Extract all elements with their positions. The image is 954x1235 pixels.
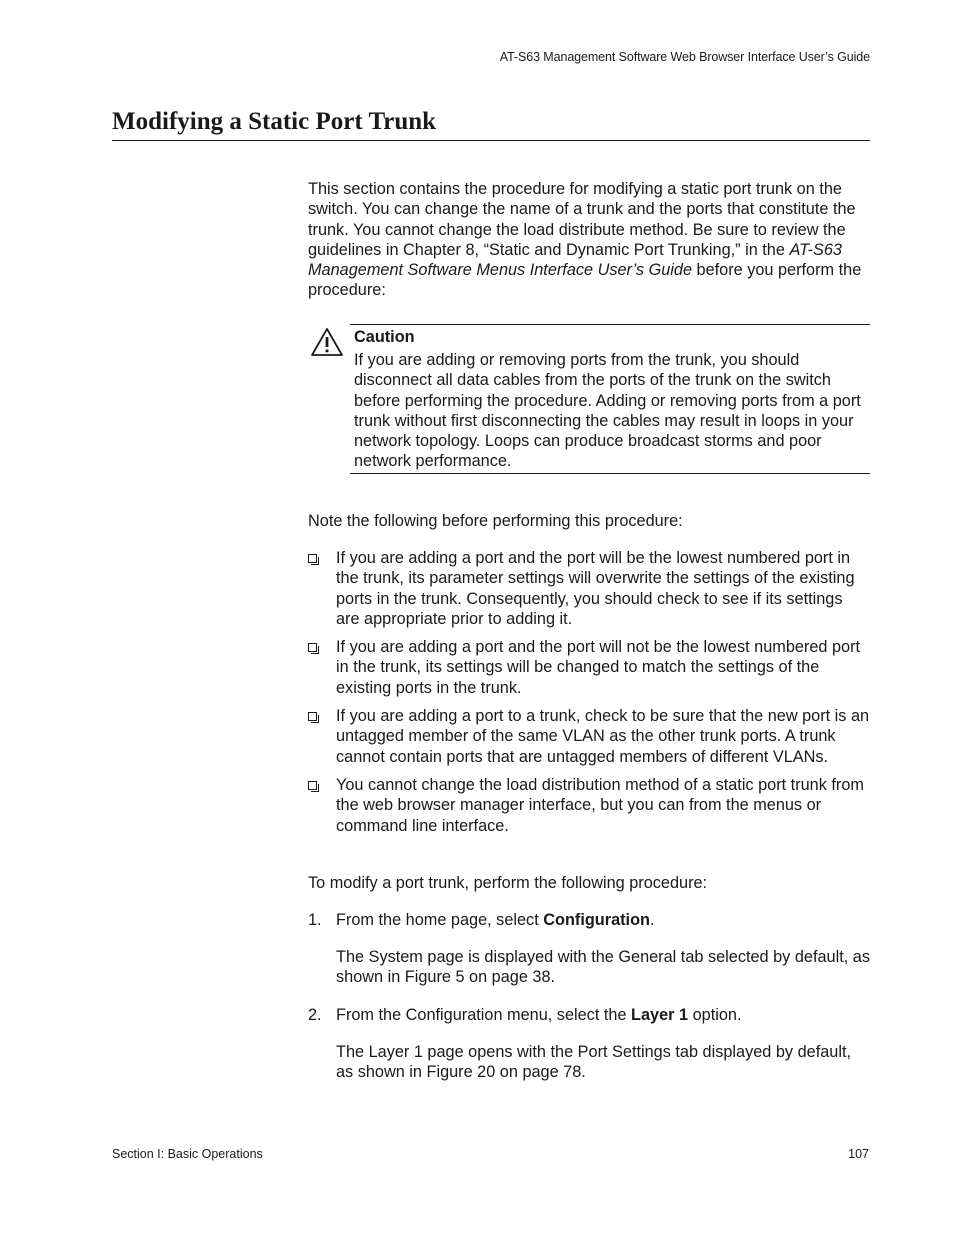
caution-text: If you are adding or removing ports from the trunk, you should disconnect all data cables from the ports of the trunk on the switch before performing the procedure. Adding or removing ports from a port trunk without first disconnecting the cables may result in loops in your network topology. Loops can produce broadcast storms and poor network performance. [354, 351, 861, 471]
caution-title: Caution [354, 328, 415, 346]
step-text [336, 910, 870, 930]
step-number: 2. [308, 1006, 322, 1024]
intro-paragraph [308, 179, 868, 301]
procedure-intro: To modify a port trunk, perform the following procedure: [308, 874, 708, 892]
note-paragraph: Note the following before performing this procedure: [308, 512, 683, 530]
step-1-result: The System page is displayed with the General tab selected by default, as shown in Figure 5 on page 38. [336, 948, 870, 987]
checkbox-bullet-icon [308, 781, 317, 790]
list-item [308, 706, 870, 767]
caution-bottom-rule [350, 473, 870, 474]
list-item-text: You cannot change the load distribution method of a static port trunk from the web browser manager interface, but you can from the menus or command line interface. [336, 775, 864, 835]
list-item-text: If you are adding a port to a trunk, check to be sure that the new port is an untagged member of the same VLAN as the other trunk ports. A trunk cannot contain ports that are untagged members of different VLANs. [336, 707, 870, 766]
intro-text-end: before you perform the procedure: [308, 261, 862, 300]
warning-triangle-icon [310, 327, 344, 357]
footer-page-number: 107 [848, 1147, 869, 1161]
bullet-list [308, 548, 870, 844]
step-text-end: option. [688, 1006, 742, 1024]
checkbox-bullet-icon [308, 712, 317, 721]
section-title: Modifying a Static Port Trunk [112, 108, 437, 135]
list-item [308, 637, 870, 698]
step-2-result: The Layer 1 page opens with the Port Settings tab displayed by default, as shown in Figure 20 on page 78. [336, 1043, 851, 1082]
step-number: 1. [308, 911, 322, 929]
intro-text-start: This section contains the procedure for modifying a static port trunk on the switch. You can change the name of a trunk and the ports that constitute the trunk. You cannot change the load distribute method. Be sure to review the guidelines in Chapter 8, “Static and Dynamic Port Trunking,” in the [308, 180, 856, 259]
intro-book-title: AT-S63 Management Software Menus Interface User’s Guide [308, 240, 842, 280]
step-menu-label: Layer 1 [631, 1006, 689, 1024]
checkbox-bullet-icon [308, 643, 317, 652]
running-header: AT-S63 Management Software Web Browser Interface User’s Guide [499, 50, 870, 64]
list-item-text: If you are adding a port and the port will not be the lowest numbered port in the trunk, its settings will be changed to match the settings of the existing ports in the trunk. [336, 638, 861, 697]
step-text [336, 1005, 870, 1025]
list-item [308, 548, 870, 629]
title-divider [112, 140, 870, 141]
step-text-end: . [649, 911, 655, 929]
step-text-start: From the home page, select [336, 911, 544, 929]
step-menu-label: Configuration [543, 911, 650, 929]
checkbox-bullet-icon [308, 554, 317, 563]
step-text-start: From the Configuration menu, select the [336, 1006, 632, 1024]
caution-top-rule [350, 324, 870, 325]
footer-section-label: Section I: Basic Operations [112, 1147, 263, 1161]
list-item [308, 775, 870, 836]
list-item-text: If you are adding a port and the port will be the lowest numbered port in the trunk, its parameter settings will overwrite the settings of the existing ports in the trunk. Consequently, you should check to see if its settings are appropriate prior to adding it. [336, 549, 855, 628]
